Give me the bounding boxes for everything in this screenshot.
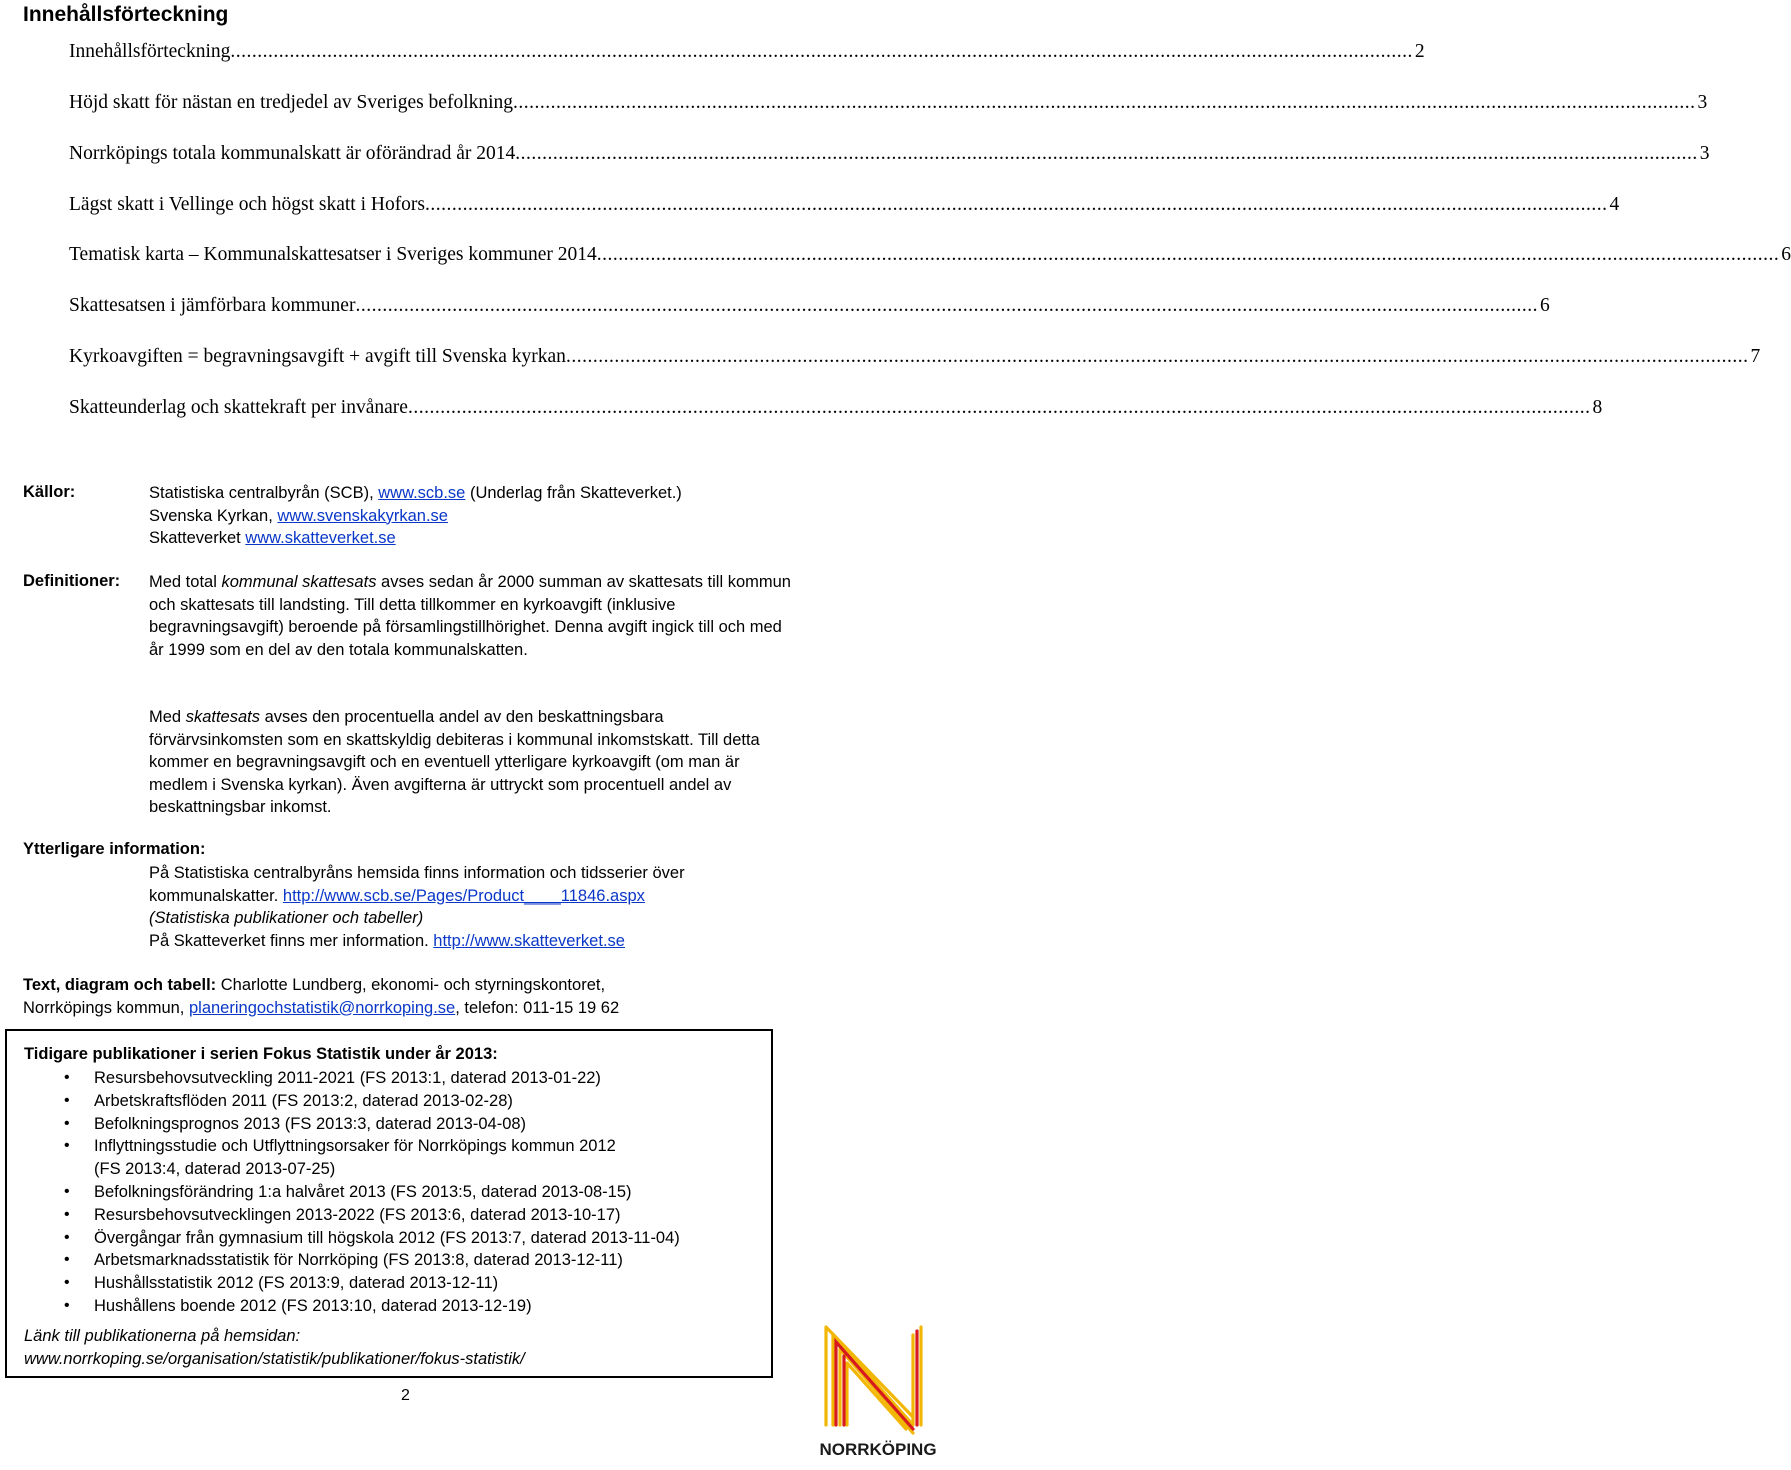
author-label: Text, diagram och tabell: [23, 976, 217, 994]
toc-leader-dots: ............................................................................................................................................................................................................................ [230, 41, 1413, 62]
publications-link-url[interactable]: www.norrkoping.se/organisation/statistik/publikationer/fokus-statistik/ [24, 1350, 525, 1368]
toc-leader-dots: ............................................................................................................................................................................................................................ [407, 397, 1591, 418]
toc-leader-dots: ............................................................................................................................................................................................................................ [355, 295, 1538, 316]
scb-product-link[interactable]: http://www.scb.se/Pages/Product____11846.aspx [282, 886, 645, 905]
more-info-line-1: På Statistiska centralbyråns hemsida finns information och tidsserier över [149, 864, 685, 882]
author-block: Text, diagram och tabell: Charlotte Lundberg, ekonomi- och styrningskontoret, Norrköpings kommun, planeringochstatistik@norrkoping.se, telefon: 011-15 19 62 [23, 976, 620, 1017]
logo-text: NORRKÖPING [819, 1440, 937, 1459]
toc-entry-title: Skatteunderlag och skattekraft per invånare [69, 397, 408, 418]
sources-label: Källor: [23, 483, 76, 501]
email-link[interactable]: planeringochstatistik@norrkoping.se [188, 998, 456, 1017]
toc-entry-title: Skattesatsen i jämförbara kommuner [69, 295, 356, 316]
toc-entry-page: 7 [1750, 346, 1761, 367]
publication-item [24, 1204, 824, 1227]
toc-entry-page: 3 [1697, 92, 1708, 113]
publication-item [24, 1272, 824, 1295]
publications-title: Tidigare publikationer i serien Fokus Statistik under år 2013: [24, 1045, 498, 1063]
toc-entry-title: Norrköpings totala kommunalskatt är oförändrad år 2014 [69, 143, 516, 164]
skatteverket-info-link[interactable]: http://www.skatteverket.se [433, 931, 625, 950]
publications-link-label: Länk till publikationerna på hemsidan: [24, 1327, 301, 1345]
definition-paragraph-1: Med total kommunal skattesats avses sedan år 2000 summan av skattesats till kommun och skattesats till landsting. Till detta tillkommer en kyrkoavgift (inklusive begravningsavgift) beroende på församlingstillhörighet. Denna avgift ingick till och med år 1999 som en del av den totala kommunalskatten. [149, 573, 791, 659]
toc-entry[interactable] [69, 143, 1710, 169]
toc-entry-page: 6 [1539, 295, 1550, 316]
toc-leader-dots: ............................................................................................................................................................................................................................ [565, 346, 1749, 367]
publication-item [24, 1181, 824, 1204]
publication-item-text: Resursbehovsutvecklingen 2013-2022 (FS 2013:6, daterad 2013-10-17) [94, 1205, 621, 1224]
source-skatteverket: Skatteverket www.skatteverket.se [149, 529, 396, 547]
toc-entry-title: Höjd skatt för nästan en tredjedel av Sveriges befolkning [69, 92, 514, 113]
svenskakyrkan-link[interactable]: www.svenskakyrkan.se [277, 506, 448, 525]
publication-item [24, 1135, 824, 1181]
definitions-label: Definitioner: [23, 572, 121, 590]
publication-item-text: Hushållsstatistik 2012 (FS 2013:9, daterad 2013-12-11) [94, 1274, 499, 1293]
toc-entry-title: Tematisk karta – Kommunalskattesatser i Sveriges kommuner 2014 [69, 244, 597, 265]
toc-entry-page: 2 [1414, 41, 1425, 62]
publication-item-text: Övergångar från gymnasium till högskola 2012 (FS 2013:7, daterad 2013-11-04) [94, 1228, 680, 1247]
publications-list [24, 1067, 824, 1318]
toc-entry-title: Kyrkoavgiften = begravningsavgift + avgift till Svenska kyrkan [69, 346, 566, 367]
publication-item [24, 1295, 824, 1318]
toc-entry[interactable] [69, 397, 1603, 423]
toc-entry-page: 8 [1592, 397, 1603, 418]
publication-item-text: Arbetsmarknadsstatistik för Norrköping (FS 2013:8, daterad 2013-12-11) [94, 1251, 623, 1270]
toc-leader-dots: ............................................................................................................................................................................................................................ [596, 244, 1780, 265]
more-info-block [149, 862, 869, 952]
source-svenska-kyrkan: Svenska Kyrkan, www.svenskakyrkan.se [149, 506, 448, 525]
publication-item [24, 1113, 824, 1136]
norrkoping-logo [813, 1325, 943, 1465]
publication-item-text: Resursbehovsutveckling 2011-2021 (FS 2013:1, daterad 2013-01-22) [94, 1069, 601, 1087]
publication-item [24, 1090, 824, 1113]
toc-entry-title: Innehållsförteckning [69, 41, 231, 62]
publication-item-text: Befolkningsförändring 1:a halvåret 2013 (FS 2013:5, daterad 2013-08-15) [94, 1182, 632, 1201]
page-number: 2 [401, 1387, 410, 1404]
toc-entry[interactable] [69, 41, 1425, 67]
source-scb: Statistiska centralbyrån (SCB), www.scb.se (Underlag från Skatteverket.) [149, 484, 682, 502]
toc-heading: Innehållsförteckning [23, 3, 229, 26]
more-info-line-4: På Skatteverket finns mer information. http://www.skatteverket.se [149, 931, 625, 950]
more-info-label: Ytterligare information: [23, 840, 206, 858]
toc-leader-dots: ............................................................................................................................................................................................................................ [513, 92, 1696, 113]
toc-entry[interactable] [69, 244, 1791, 270]
norrkoping-logo-mark [813, 1325, 943, 1465]
more-info-line-2: kommunalskatter. http://www.scb.se/Pages/Product____11846.aspx [149, 886, 645, 905]
toc-entry-title: Lägst skatt i Vellinge och högst skatt i Hofors [69, 194, 426, 215]
more-info-line-3: (Statistiska publikationer och tabeller) [149, 909, 424, 927]
definition-paragraph-2: Med skattesats avses den procentuella andel av den beskattningsbara förvärvsinkomsten som en skattskyldig debiteras i kommunal inkomstskatt. Till detta kommer en begravningsavgift och en eventuell ytterligare kyrkoavgift (om man är medlem i Svenska kyrkan). Även avgifterna är uttryckt som procentuell andel av beskattningsbar inkomst. [149, 708, 760, 816]
toc-entry[interactable] [69, 346, 1761, 372]
toc-entry[interactable] [69, 295, 1550, 321]
publication-item-text: Arbetskraftsflöden 2011 (FS 2013:2, daterad 2013-02-28) [94, 1091, 513, 1110]
publication-item-text: Hushållens boende 2012 (FS 2013:10, daterad 2013-12-19) [94, 1296, 532, 1315]
publication-item-text: Inflyttningsstudie och Utflyttningsorsaker för Norrköpings kommun 2012 [94, 1137, 616, 1156]
publications-box [5, 1029, 773, 1378]
publication-item [24, 1227, 824, 1250]
sources-block [149, 482, 809, 550]
toc-entry-page: 4 [1609, 194, 1620, 215]
toc-entry[interactable] [69, 194, 1620, 220]
toc-entry-page: 3 [1699, 143, 1710, 164]
toc-leader-dots: ............................................................................................................................................................................................................................ [515, 143, 1698, 164]
skatteverket-link[interactable]: www.skatteverket.se [245, 529, 396, 547]
publication-item-text: Befolkningsprognos 2013 (FS 2013:3, daterad 2013-04-08) [94, 1114, 527, 1133]
publication-item [24, 1249, 824, 1272]
toc-leader-dots: ............................................................................................................................................................................................................................ [425, 194, 1608, 215]
publication-item-text-continued: (FS 2013:4, daterad 2013-07-25) [94, 1160, 336, 1179]
scb-link[interactable]: www.scb.se [378, 484, 466, 502]
toc-entry-page: 6 [1781, 244, 1791, 265]
toc-entry[interactable] [69, 92, 1708, 118]
publication-item [24, 1067, 824, 1090]
